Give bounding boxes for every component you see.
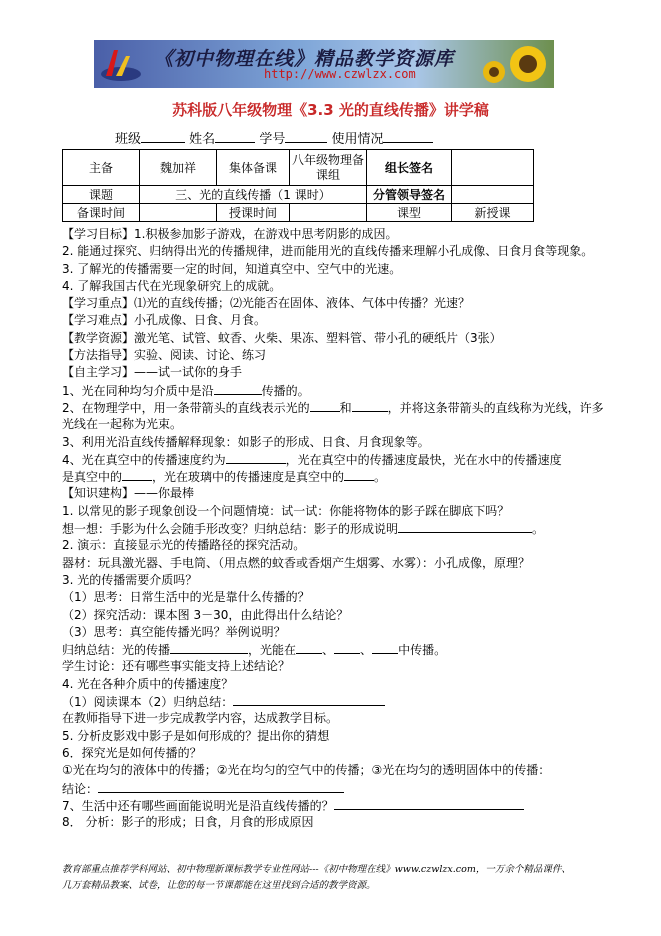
text-fragment: 、 xyxy=(322,643,335,658)
page-footer xyxy=(62,862,602,894)
table-cell: 八年级物理备课组 xyxy=(290,150,367,186)
text-fragment: 传播的。 xyxy=(261,383,310,398)
table-cell: 分管领导签名 xyxy=(367,186,452,204)
text-line: 【自主学习】——试一试你的身手 xyxy=(62,365,243,380)
text-line: 【教学资源】激光笔、试管、蚊香、火柴、果冻、塑料管、带小孔的硬纸片（3张） xyxy=(62,330,502,345)
text-fragment: 2、在物理学中，用一条带箭头的直线表示光的 xyxy=(62,400,310,415)
text-line: 3、利用光沿直线传播解释现象：如影子的形成、日食、月食现象等。 xyxy=(62,434,430,449)
document-title: 苏科版八年级物理《3.3 光的直线传播》讲学稿 xyxy=(172,101,489,119)
text-line: （2）探究活动：课本图 3－30，由此得出什么结论？ xyxy=(62,607,349,622)
text-fragment: 中传播。 xyxy=(398,643,447,658)
text-line: 2. 演示：直接显示光的传播路径的探究活动。 xyxy=(62,538,306,553)
text-line: 3. 光的传播需要介质吗？ xyxy=(62,572,198,587)
lesson-info-table xyxy=(62,149,534,222)
table-cell: 三、光的直线传播（1 课时） xyxy=(140,186,367,204)
answer-blank[interactable] xyxy=(233,693,385,706)
table-row xyxy=(63,150,534,186)
text-line: （3）思考：真空能传播光吗？举例说明？ xyxy=(62,624,286,639)
lesson-content xyxy=(62,226,604,831)
text-line xyxy=(62,399,604,416)
table-cell: 授课时间 xyxy=(217,204,290,222)
answer-blank[interactable] xyxy=(310,399,340,412)
signature-cell[interactable] xyxy=(452,186,534,204)
text-fragment: 结论： xyxy=(62,781,99,796)
usage-label: 使用情况 xyxy=(331,132,384,147)
answer-blank[interactable] xyxy=(214,382,262,395)
text-line: 【学习目标】1.积极参加影子游戏，在游戏中思考阴影的成因。 xyxy=(62,227,398,241)
text-line xyxy=(62,693,562,710)
answer-blank[interactable] xyxy=(296,641,322,654)
table-cell: 组长签名 xyxy=(367,150,452,186)
table-cell: 课型 xyxy=(367,204,452,222)
text-line: 4. 了解我国古代在光现象研究上的成就。 xyxy=(62,278,282,293)
text-fragment: （1）阅读课本（2）归纳总结： xyxy=(62,695,234,710)
text-line: 在教师指导下进一步完成教学内容，达成教学目标。 xyxy=(62,711,339,726)
table-cell[interactable] xyxy=(140,204,217,222)
text-fragment: 和 xyxy=(339,400,352,415)
text-line: 【学习重点】⑴光的直线传播；⑵光能否在固体、液体、气体中传播？光速？ xyxy=(62,296,471,311)
text-line xyxy=(62,641,562,658)
class-label: 班级 xyxy=(115,132,142,147)
answer-blank[interactable] xyxy=(334,797,524,810)
banner-url[interactable]: http://www.czwlzx.com xyxy=(264,67,416,81)
table-cell: 备课时间 xyxy=(63,204,140,222)
table-cell: 课题 xyxy=(63,186,140,204)
footer-line: 几万套精品教案、试卷，让您的每一节课都能在这里找到合适的教学资源。 xyxy=(62,880,376,891)
text-line xyxy=(62,797,562,814)
text-fragment: 7、生活中还有哪些画面能说明光是沿直线传播的？ xyxy=(62,798,334,813)
text-line: 2. 能通过探究、归纳得出光的传播规律，进而能用光的直线传播来理解小孔成像、日食月食等现象。 xyxy=(62,244,594,259)
table-cell: 主备 xyxy=(63,150,140,186)
answer-blank[interactable] xyxy=(344,468,374,481)
answer-blank[interactable] xyxy=(170,641,248,654)
answer-blank[interactable] xyxy=(372,641,398,654)
text-fragment: ，光在真空中的传播速度最快，光在水中的传播速度 xyxy=(285,452,562,467)
answer-blank[interactable] xyxy=(334,641,360,654)
text-line: 6．探究光是如何传播的？ xyxy=(62,745,202,760)
text-line: （1）思考：日常生活中的光是靠什么传播的？ xyxy=(62,590,310,605)
text-fragment: 、 xyxy=(360,643,373,658)
text-fragment: ，光能在 xyxy=(248,643,297,658)
number-blank[interactable] xyxy=(285,130,327,143)
text-fragment: 是真空中的 xyxy=(62,470,123,485)
name-label: 姓名 xyxy=(189,132,216,147)
text-line xyxy=(62,520,562,537)
sunflower-image xyxy=(480,42,550,86)
text-fragment: 4、光在真空中的传播速度约为 xyxy=(62,452,226,467)
text-line xyxy=(62,780,562,797)
footer-line: 教育部重点推荐学科网站、初中物理新课标教学专业性网站---《初中物理在线》www.czwlzx.com，一万余个精品课件、 xyxy=(62,864,571,875)
answer-blank[interactable] xyxy=(398,520,532,533)
answer-blank[interactable] xyxy=(98,780,344,793)
text-line: 光线在一起称为光束。 xyxy=(62,417,183,432)
text-line: 1. 以常见的影子现象创设一个问题情境：试一试：你能将物体的影子踩在脚底下吗？ xyxy=(62,503,510,518)
text-line: 4. 光在各种介质中的传播速度？ xyxy=(62,676,234,691)
text-line: 5. 分析皮影戏中影子是如何形成的？提出你的猜想 xyxy=(62,728,330,743)
table-cell: 新授课 xyxy=(452,204,534,222)
text-line: 8． 分析：影子的形成；日食，月食的形成原因 xyxy=(62,815,314,830)
text-fragment: 。 xyxy=(374,470,387,485)
text-line xyxy=(62,451,562,468)
name-blank[interactable] xyxy=(215,130,255,143)
text-line: 【学习难点】小孔成像、日食、月食。 xyxy=(62,313,267,328)
text-line: 学生讨论：还有哪些事实能支持上述结论？ xyxy=(62,659,291,674)
table-cell: 集体备课 xyxy=(217,150,290,186)
student-info-line xyxy=(115,128,433,147)
text-line: 【方法指导】实验、阅读、讨论、练习 xyxy=(62,348,267,363)
site-logo xyxy=(98,44,144,84)
table-row xyxy=(63,186,534,204)
table-row xyxy=(63,204,534,222)
table-cell[interactable] xyxy=(290,204,367,222)
answer-blank[interactable] xyxy=(226,451,286,464)
table-cell: 魏加祥 xyxy=(140,150,217,186)
text-line: ①光在均匀的液体中的传播；②光在均匀的空气中的传播；③光在均匀的透明固体中的传播： xyxy=(62,763,551,778)
text-fragment: 想一想：手影为什么会随手形改变？归纳总结：影子的形成说明 xyxy=(62,522,399,537)
class-blank[interactable] xyxy=(141,130,185,143)
text-line xyxy=(62,468,562,485)
number-label: 学号 xyxy=(259,132,286,147)
text-fragment: ，并将这条带箭头的直线称为光线，许多 xyxy=(387,400,604,415)
text-line xyxy=(62,382,562,399)
answer-blank[interactable] xyxy=(352,399,388,412)
text-fragment: ，光在玻璃中的传播速度是真空中的 xyxy=(152,470,345,485)
answer-blank[interactable] xyxy=(122,468,152,481)
header-banner xyxy=(94,40,554,88)
text-fragment: 1、光在同种均匀介质中是沿 xyxy=(62,383,214,398)
banner-title: 《初中物理在线》精品教学资源库 xyxy=(154,48,455,70)
usage-blank[interactable] xyxy=(383,130,433,143)
text-line: 器材：玩具激光器、手电筒、（用点燃的蚊香或香烟产生烟雾、水雾）：小孔成像，原理？ xyxy=(62,555,531,570)
text-line: 3. 了解光的传播需要一定的时间，知道真空中、空气中的光速。 xyxy=(62,261,402,276)
text-fragment: 归纳总结：光的传播 xyxy=(62,643,171,658)
text-fragment: 。 xyxy=(532,522,545,537)
text-line: 【知识建构】——你最棒 xyxy=(62,486,195,501)
signature-cell[interactable] xyxy=(452,150,534,186)
